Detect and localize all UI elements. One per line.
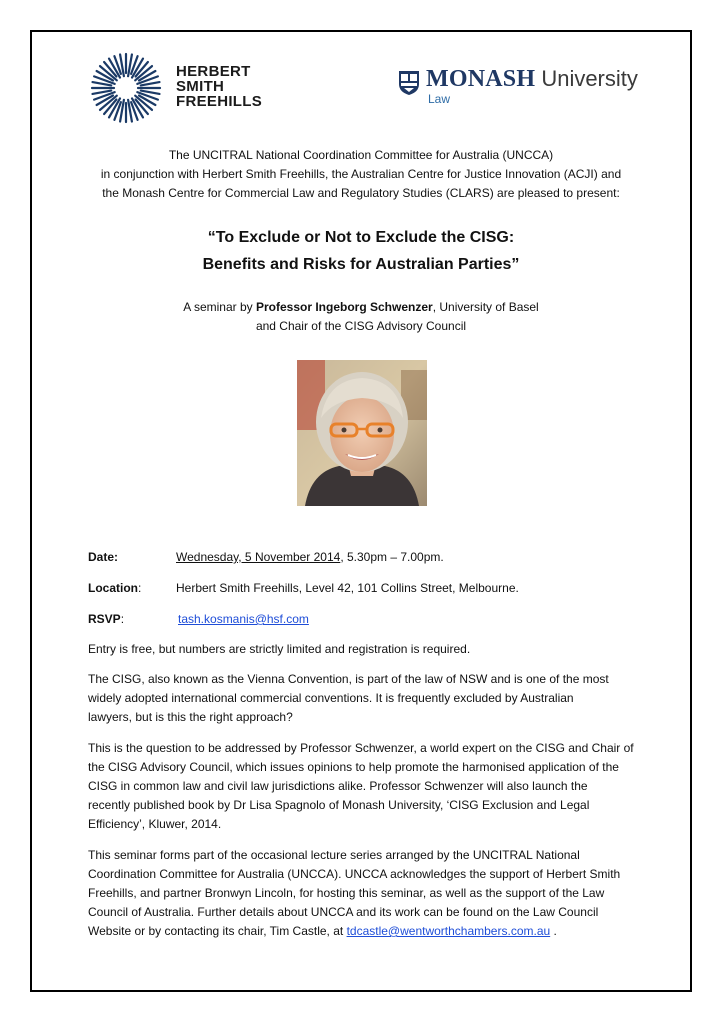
monash-shield-icon [398,70,420,96]
location-label: Location: [88,581,142,595]
monash-wordmark: MONASH University [426,66,638,92]
monash-law-label: Law [428,92,451,106]
hsf-wordmark: HERBERT SMITH FREEHILLS [176,63,263,110]
seminar-byline: A seminar by Professor Ingeborg Schwenzer, University of Basel and Chair of the CISG Advisory Council [183,300,539,333]
date-value: Wednesday, 5 November 2014 [176,550,341,564]
seminar-title: “To Exclude or Not to Exclude the CISG: Benefits and Risks for Australian Parties” [202,229,520,273]
intro-text: The UNCITRAL National Coordination Committee for Australia (UNCCA) in conjunction with Herbert Smith Freehills, the Australian Centre for Justice Innovation (ACJI) and the Monash Centre for Commercial Law and Regulatory Studies (CLARS) are pleased to present: [100,148,622,200]
paragraph-entry: Entry is free, but numbers are strictly limited and registration is required. [88,642,471,656]
speaker-photo [297,360,427,506]
rsvp-email-link[interactable]: tash.kosmanis@hsf.com [178,612,309,626]
date-label: Date: [88,550,119,564]
rsvp-label: RSVP: [88,612,125,626]
paragraph-cisg-intro: The CISG, also known as the Vienna Convention, is part of the law of NSW and is one of the most widely adopted international commercial conventions. It is frequently excluded by Australian lawyers, but is this the right approach? [88,672,609,724]
paragraph-series: This seminar forms part of the occasional lecture series arranged by the UNCITRAL National Coordination Committee for Australia (UNCCA). UNCCA acknowledges the support of Herbert Smith Freehills, and partner Bronwyn Lincoln, for hosting this seminar, as well as the support of the Law Council of Australia. Further details about UNCCA and its work can be found on the Law Council Website or by contacting its chair, Tim Castle, at tdcastle@wentworthchambers.com.au . [88,848,621,938]
paragraph-speaker: This is the question to be addressed by Professor Schwenzer, a world expert on the CISG and Chair of the CISG Advisory Council, which issues opinions to help promote the harmonised application of the CISG in common law and civil law jurisdictions alike. Professor Schwenzer will also launch the recently published book by Dr Lisa Spagnolo of Monash University, ‘CISG Exclusion and Legal Efficiency’, Kluwer, 2014. [88,741,634,831]
speaker-name: Professor Ingeborg Schwenzer [255,300,433,314]
location-value: Herbert Smith Freehills, Level 42, 101 Collins Street, Melbourne. [176,581,519,595]
chair-email-link[interactable]: tdcastle@wentworthchambers.com.au [346,924,551,938]
